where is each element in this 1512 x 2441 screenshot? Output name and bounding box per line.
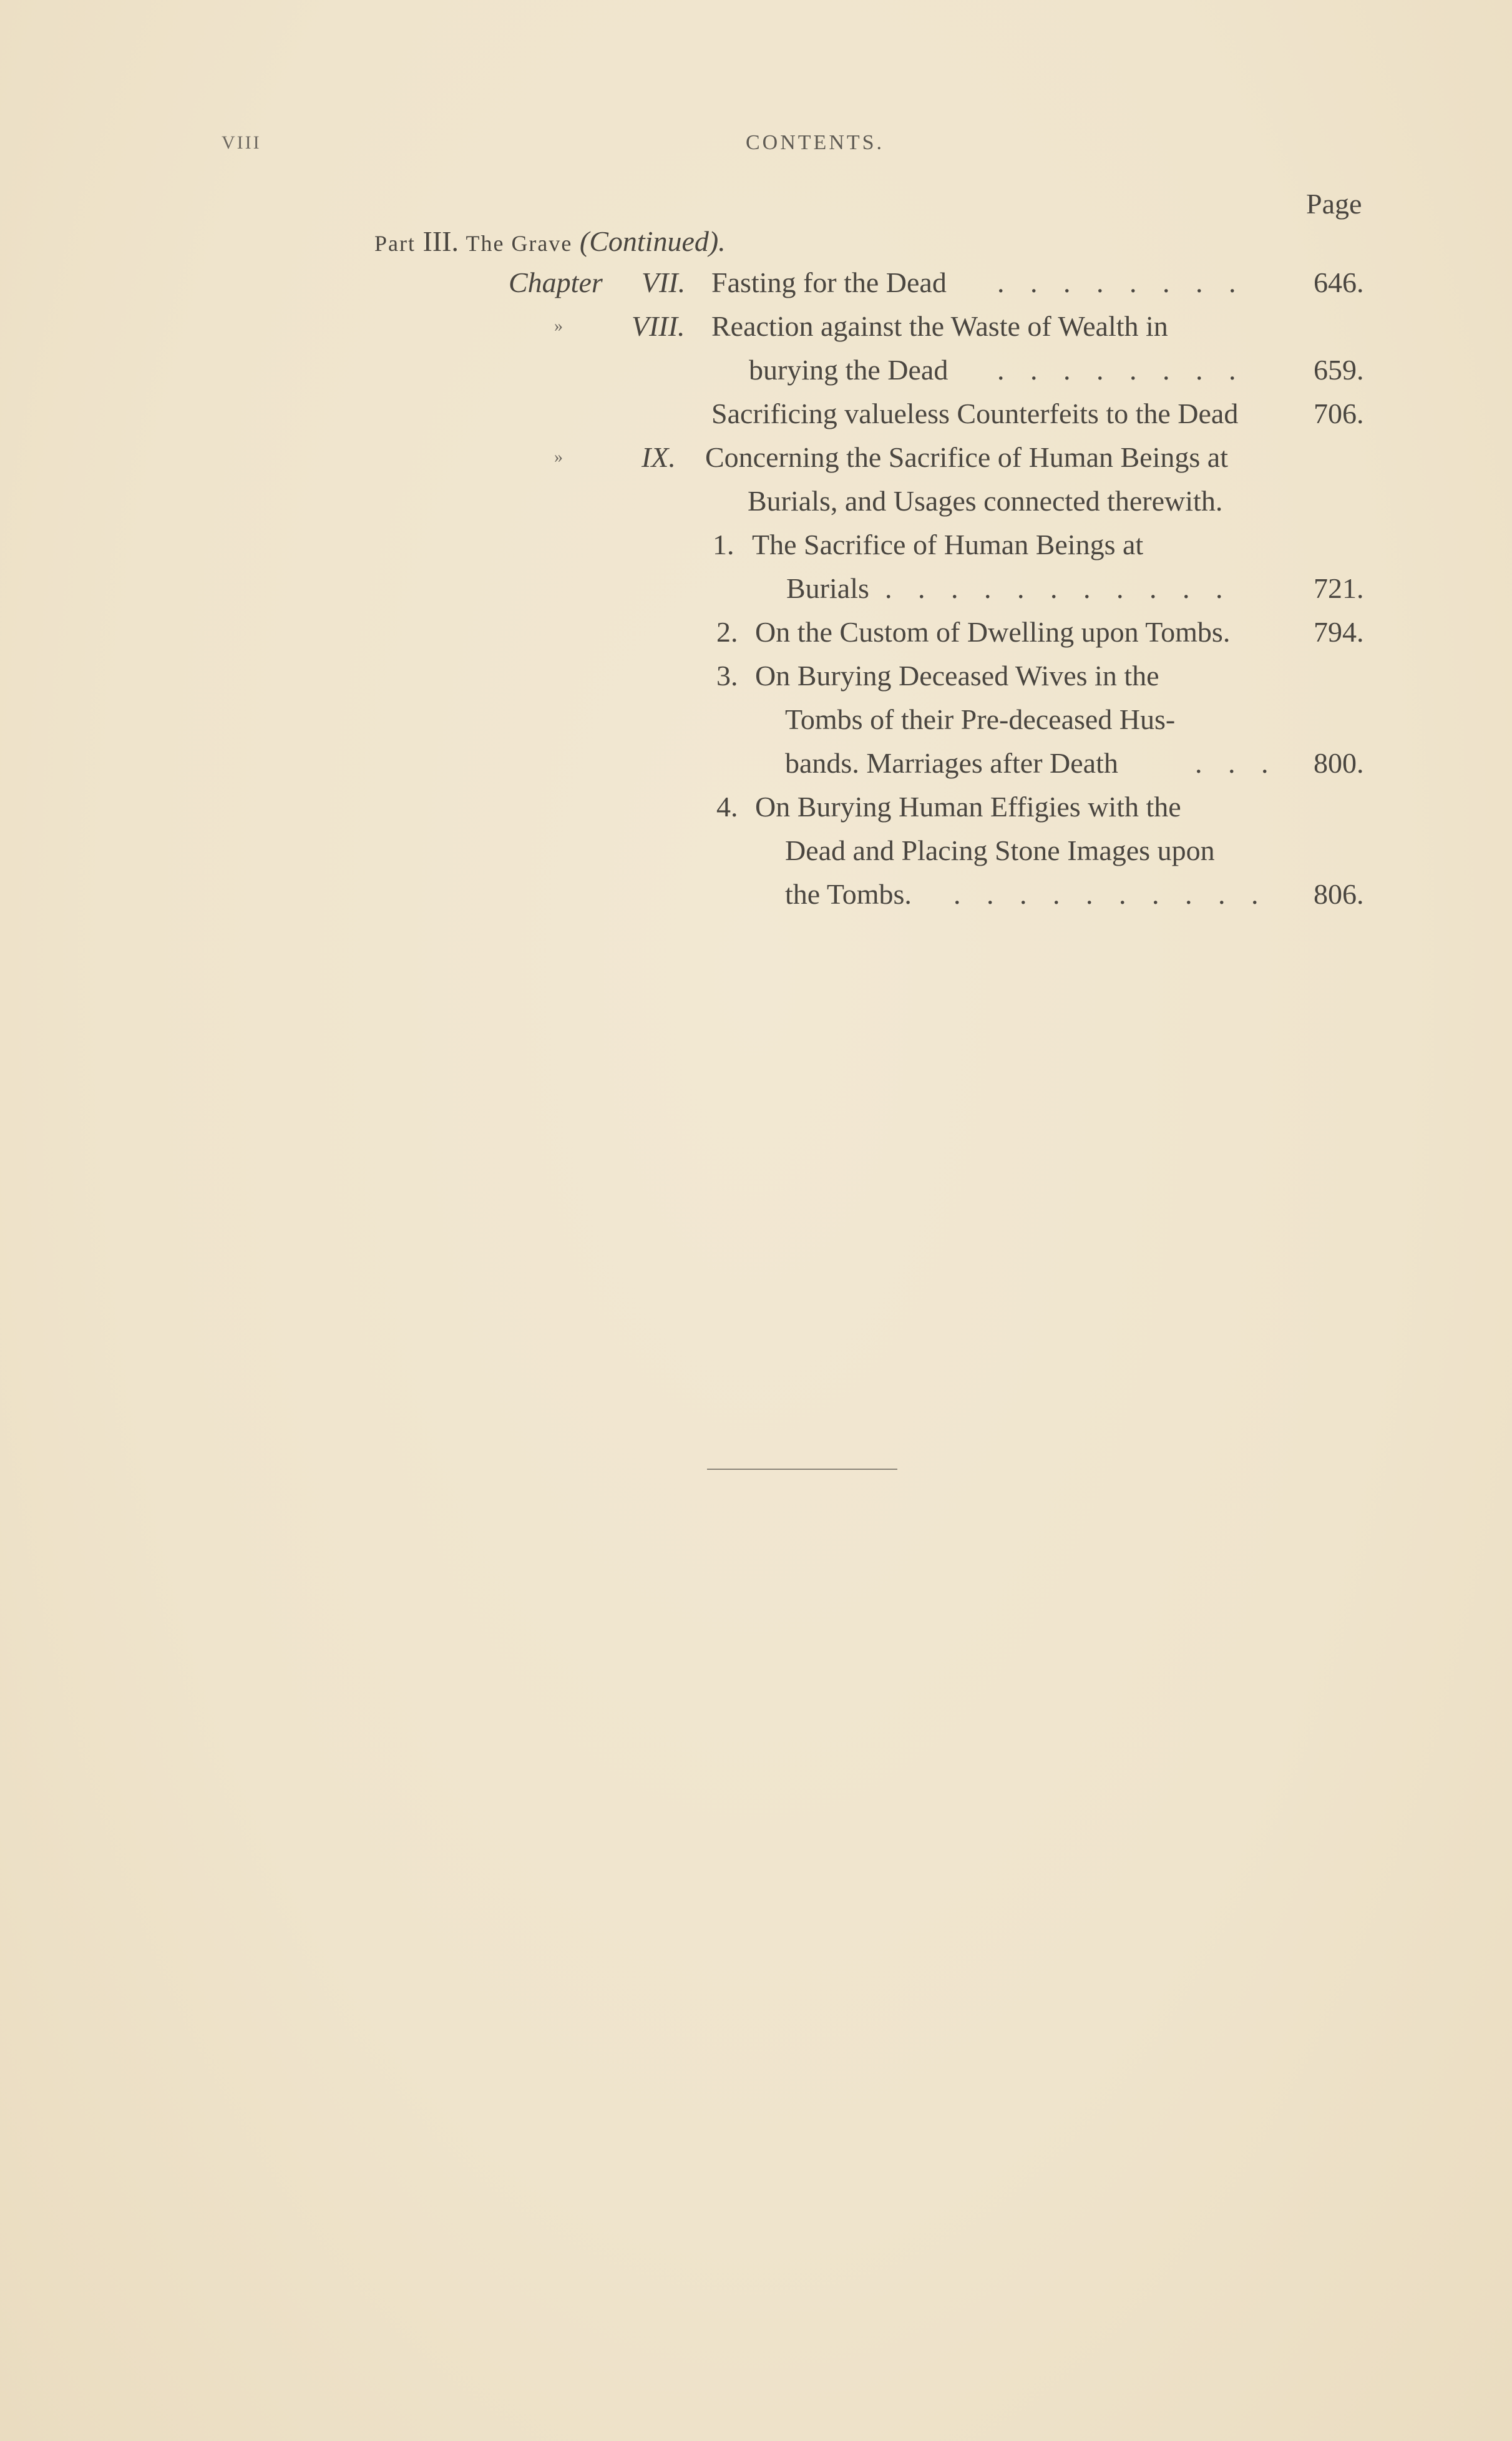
subsection-text: Burials [786,572,869,604]
subsection-text: Dead and Placing Stone Images upon [785,834,1215,866]
entry-text: Reaction against the Waste of Wealth in [711,310,1168,342]
subsection-number: 2. [716,616,738,648]
section-rule [707,1469,897,1470]
leader-dots: . . . . . . . . [997,267,1246,298]
entry-text: Burials, and Usages connected therewith. [748,485,1223,517]
page-number: 800. [1314,747,1364,779]
page-folio: VIII [222,132,261,153]
entry-text: Sacrificing valueless Counterfeits to the Dead [711,398,1239,429]
chapter-label: Chapter [509,267,603,298]
leader-dots: . . . [1195,747,1278,779]
page-number: 794. [1314,616,1364,648]
subsection-text: On the Custom of Dwelling upon Tombs. [755,616,1231,648]
page-number: 721. [1314,572,1364,604]
subsection-text: the Tombs. [785,878,912,910]
subsection-text: The Sacrifice of Human Beings at [752,529,1144,560]
entry-text: Concerning the Sacrifice of Human Beings at [705,441,1228,473]
leader-dots: . . . . . . . . [997,354,1246,386]
chapter-number: IX. [641,441,676,473]
page-number: 646. [1314,267,1364,298]
ditto-mark: » [554,448,563,467]
leader-dots: . . . . . . . . . . [954,878,1268,910]
subsection-number: 4. [716,791,738,823]
subsection-number: 1. [713,529,734,560]
subsection-text: Tombs of their Pre-deceased Hus- [785,703,1176,735]
page-number: 659. [1314,354,1364,386]
part-heading [374,225,726,258]
part-number: III. [422,225,459,257]
part-continued: (Continued). [579,225,726,257]
page-column-label: Page [1306,188,1362,220]
part-title: The Grave [466,231,573,256]
entry-text: Fasting for the Dead [711,267,947,298]
part-prefix: Part [374,231,416,256]
page-number: 806. [1314,878,1364,910]
subsection-text: On Burying Deceased Wives in the [755,660,1159,692]
leader-dots: . . . . . . . . . . . [885,572,1232,604]
ditto-mark: » [554,316,563,336]
running-head: CONTENTS. [746,131,885,154]
chapter-number: VIII. [632,310,685,342]
page-number: 706. [1314,398,1364,429]
chapter-number: VII. [641,267,686,298]
entry-text: burying the Dead [749,354,949,386]
subsection-text: On Burying Human Effigies with the [755,791,1181,823]
subsection-text: bands. Marriages after Death [785,747,1118,779]
subsection-number: 3. [716,660,738,692]
